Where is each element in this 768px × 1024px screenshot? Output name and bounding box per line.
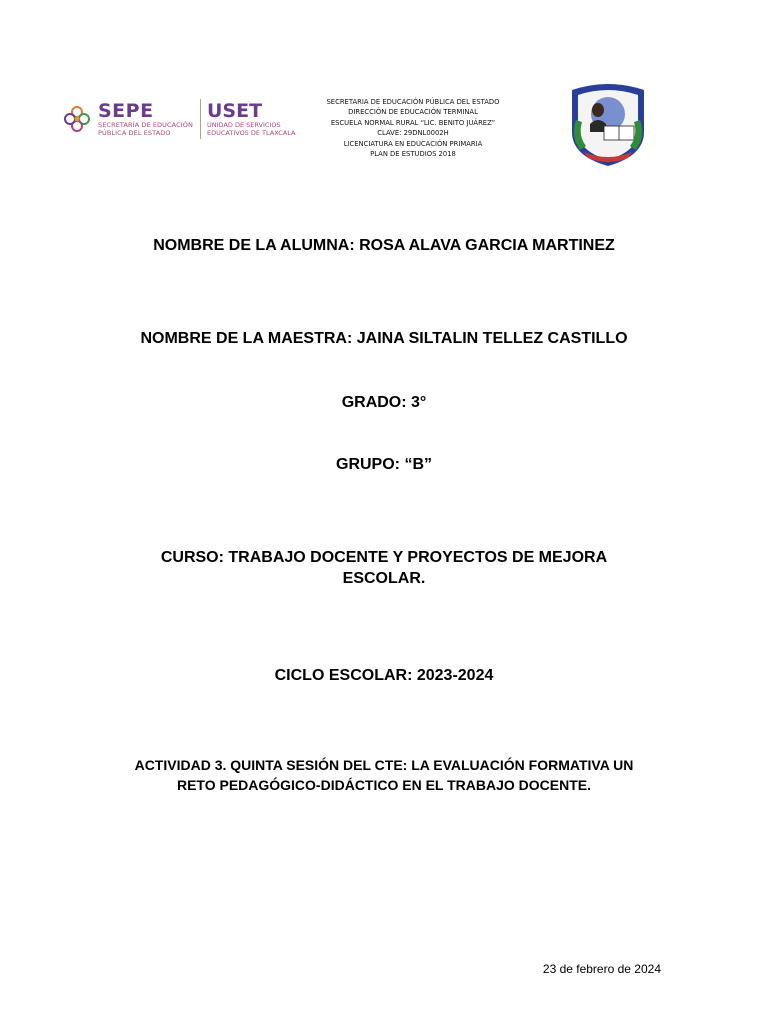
institution-line: PLAN DE ESTUDIOS 2018 [370,150,456,159]
group: GRUPO: “B” [336,456,432,473]
institution-line: ESCUELA NORMAL RURAL “LIC. BENITO JUÁREZ” [330,118,496,127]
student-name: NOMBRE DE LA ALUMNA: ROSA ALAVA GARCIA MARTINEZ [153,237,615,254]
sepe-subtitle-line1: SECRETARÍA DE EDUCACIÓN [98,121,193,129]
activity-line1: ACTIVIDAD 3. QUINTA SESIÓN DEL CTE: LA EVALUACIÓN FORMATIVA UN [134,757,634,773]
uset-logo [207,101,295,137]
institution-line: LICENCIATURA EN EDUCACIÓN PRIMARIA [343,139,483,148]
sepe-uset-logos [60,94,300,144]
sepe-logo [98,101,194,137]
institution-line: CLAVE: 29DNL0002H [377,129,449,138]
institution-line: SECRETARIA DE EDUCACIÓN PÚBLICA DEL ESTADO [326,98,500,106]
uset-subtitle-line2: EDUCATIVOS DE TLAXCALA [207,129,296,137]
sepe-subtitle-line2: PÚBLICA DEL ESTADO [98,129,171,137]
grade: GRADO: 3° [341,394,427,411]
sepe-emblem-icon [60,102,94,136]
institution-header [300,97,526,159]
uset-title: USET [207,100,263,122]
sepe-title: SEPE [98,100,154,122]
school-crest-icon [566,80,650,168]
institution-line: DIRECCIÓN DE EDUCACIÓN TERMINAL [348,108,478,117]
uset-subtitle-line1: UNIDAD DE SERVICIOS [207,121,281,129]
document-date: 23 de febrero de 2024 [542,962,661,976]
course-line2: ESCOLAR. [342,570,426,587]
activity-line2: RETO PEDAGÓGICO-DIDÁCTICO EN EL TRABAJO DOCENTE. [176,777,592,793]
teacher-name: NOMBRE DE LA MAESTRA: JAINA SILTALIN TELLEZ CASTILLO [140,330,628,347]
course-line1: CURSO: TRABAJO DOCENTE Y PROYECTOS DE MEJORA [160,549,608,566]
logo-divider [200,99,201,139]
school-year: CICLO ESCOLAR: 2023-2024 [274,667,494,684]
